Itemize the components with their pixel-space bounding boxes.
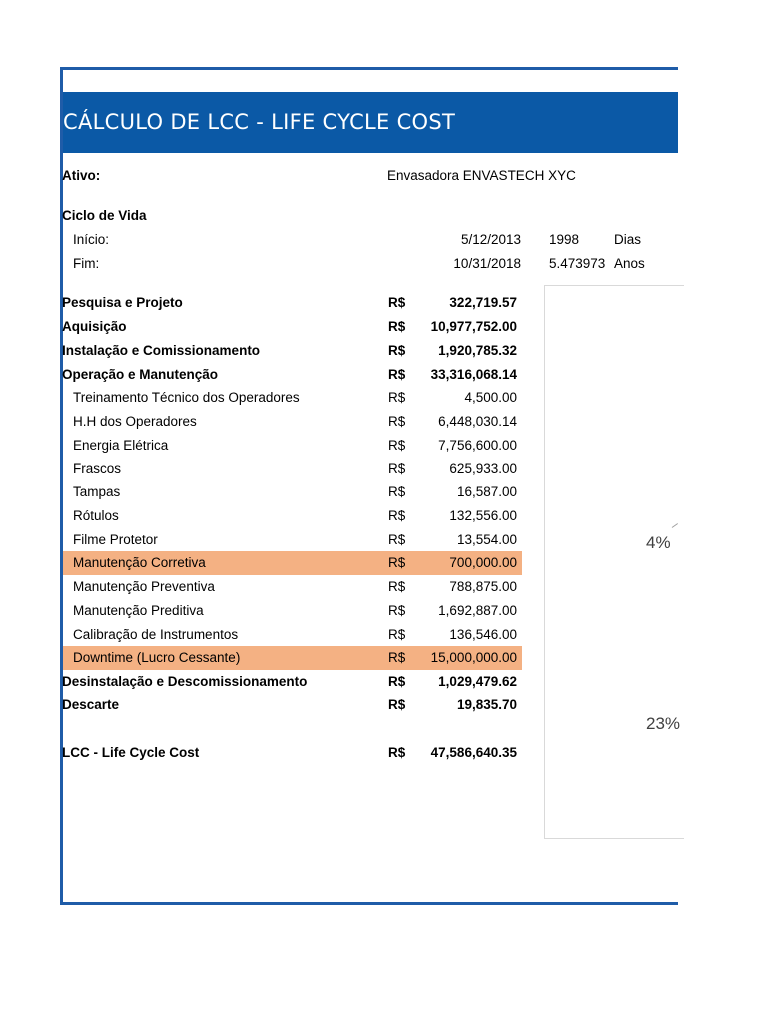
- currency-symbol: R$: [388, 627, 406, 642]
- cost-row-value[interactable]: 1,029,479.62: [438, 674, 517, 689]
- chart-area[interactable]: [544, 285, 684, 839]
- currency-symbol: R$: [388, 579, 406, 594]
- duration-years[interactable]: 5.473973: [549, 256, 606, 271]
- cost-row-value[interactable]: 625,933.00: [449, 461, 517, 476]
- cost-subrow-label: Energia Elétrica: [73, 438, 169, 453]
- end-date[interactable]: 10/31/2018: [453, 256, 521, 271]
- total-label: LCC - Life Cycle Cost: [62, 745, 200, 760]
- cost-subrow-label: Rótulos: [73, 508, 119, 523]
- currency-symbol: R$: [388, 745, 406, 760]
- cost-subrow-label: Manutenção Corretiva: [73, 555, 206, 570]
- duration-days[interactable]: 1998: [549, 232, 580, 247]
- cost-row-value[interactable]: 13,554.00: [456, 532, 517, 547]
- cost-subrow-label: Filme Protetor: [73, 532, 158, 547]
- cost-subrow-label: Frascos: [73, 461, 122, 476]
- cost-row-value[interactable]: 322,719.57: [449, 295, 517, 310]
- start-label: Início:: [73, 232, 110, 247]
- cost-row-label: Desinstalação e Descomissionamento: [62, 674, 308, 689]
- life-cycle-label: Ciclo de Vida: [62, 208, 147, 223]
- currency-symbol: R$: [388, 461, 406, 476]
- cost-row-label: Operação e Manutenção: [62, 367, 219, 382]
- currency-symbol: R$: [388, 438, 406, 453]
- cost-subrow-label: Manutenção Preventiva: [73, 579, 215, 594]
- currency-symbol: R$: [388, 508, 406, 523]
- cost-row-label: Instalação e Comissionamento: [62, 343, 261, 358]
- cost-row-value[interactable]: 6,448,030.14: [438, 414, 517, 429]
- cost-row-value[interactable]: 1,692,887.00: [438, 603, 517, 618]
- currency-symbol: R$: [388, 697, 406, 712]
- cost-row-value[interactable]: 132,556.00: [449, 508, 517, 523]
- cost-row-value[interactable]: 136,546.00: [449, 627, 517, 642]
- currency-symbol: R$: [388, 674, 406, 689]
- chart-pct-label: 4%: [646, 533, 671, 552]
- total-value[interactable]: 47,586,640.35: [430, 745, 517, 760]
- chart-pct-label: 23%: [646, 714, 681, 733]
- cost-subrow-label: Treinamento Técnico dos Operadores: [73, 390, 300, 405]
- cost-subrow-label: Manutenção Preditiva: [73, 603, 204, 618]
- cost-row-value[interactable]: 1,920,785.32: [438, 343, 517, 358]
- cost-row-value[interactable]: 19,835.70: [456, 697, 517, 712]
- asset-value[interactable]: Envasadora ENVASTECH XYC: [387, 168, 576, 183]
- currency-symbol: R$: [388, 295, 406, 310]
- cost-subrow-label: H.H dos Operadores: [73, 414, 197, 429]
- asset-label: Ativo:: [62, 168, 101, 183]
- cost-row-value[interactable]: 4,500.00: [464, 390, 517, 405]
- cost-row-value[interactable]: 10,977,752.00: [430, 319, 517, 334]
- duration-days-unit: Dias: [614, 232, 642, 247]
- cost-row-value[interactable]: 33,316,068.14: [430, 367, 517, 382]
- currency-symbol: R$: [388, 650, 406, 665]
- currency-symbol: R$: [388, 367, 406, 382]
- start-date[interactable]: 5/12/2013: [460, 232, 521, 247]
- cost-subrow-label: Downtime (Lucro Cessante): [73, 650, 241, 665]
- currency-symbol: R$: [388, 390, 406, 405]
- cost-row-value[interactable]: 7,756,600.00: [438, 438, 517, 453]
- currency-symbol: R$: [388, 414, 406, 429]
- duration-years-unit: Anos: [614, 256, 645, 271]
- cost-row-value[interactable]: 15,000,000.00: [430, 650, 517, 665]
- cost-subrow-label: Calibração de Instrumentos: [73, 627, 239, 642]
- end-label: Fim:: [73, 256, 100, 271]
- cost-row-value[interactable]: 788,875.00: [449, 579, 517, 594]
- cost-subrow-label: Tampas: [73, 484, 121, 499]
- currency-symbol: R$: [388, 532, 406, 547]
- cost-row-label: Descarte: [62, 697, 120, 712]
- cost-row-label: Pesquisa e Projeto: [62, 295, 183, 310]
- currency-symbol: R$: [388, 343, 406, 358]
- currency-symbol: R$: [388, 319, 406, 334]
- cost-row-value[interactable]: 16,587.00: [456, 484, 517, 499]
- cost-row-value[interactable]: 700,000.00: [449, 555, 517, 570]
- currency-symbol: R$: [388, 555, 406, 570]
- currency-symbol: R$: [388, 484, 406, 499]
- cost-row-label: Aquisição: [62, 319, 127, 334]
- sheet-title: CÁLCULO DE LCC - LIFE CYCLE COST: [63, 110, 456, 134]
- currency-symbol: R$: [388, 603, 406, 618]
